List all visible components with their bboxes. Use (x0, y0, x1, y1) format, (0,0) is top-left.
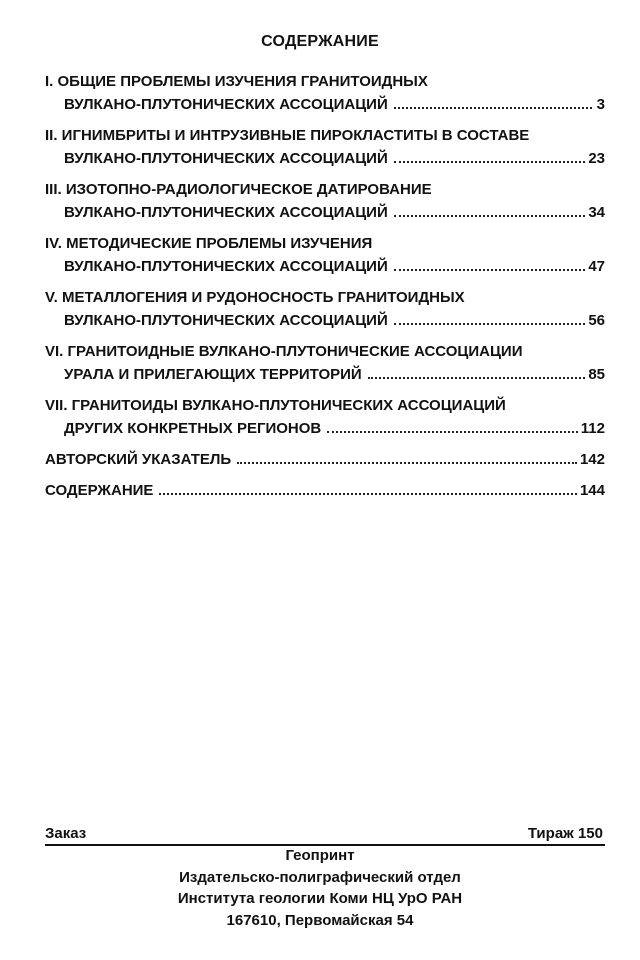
toc-page-number: 144 (579, 482, 605, 499)
publisher-name: Геопринт (285, 847, 355, 864)
toc-entry-subtitle: ДРУГИХ КОНКРЕТНЫХ РЕГИОНОВ (64, 420, 322, 437)
publisher-institute: Института геологии Коми НЦ УрО РАН (177, 890, 463, 907)
order-label: Заказ (45, 825, 87, 842)
toc-entry-1 (45, 70, 605, 116)
toc-entry-title: СОДЕРЖАНИЕ (45, 482, 154, 499)
toc-page-number: 56 (588, 312, 605, 329)
publisher-address: 167610, Первомайская 54 (226, 912, 414, 929)
toc-entry-title: III. ИЗОТОПНО-РАДИОЛОГИЧЕСКОЕ ДАТИРОВАНИЕ (45, 181, 432, 198)
toc-entry-5 (45, 286, 605, 332)
toc-page-number: 23 (588, 150, 605, 167)
toc-page-number: 142 (579, 451, 605, 468)
print-run-label: Тираж 150 (527, 825, 603, 842)
toc-entry-2 (45, 124, 605, 170)
dot-leader (368, 377, 586, 379)
toc-page-number: 3 (596, 96, 605, 113)
toc-entry-title: IV. МЕТОДИЧЕСКИЕ ПРОБЛЕМЫ ИЗУЧЕНИЯ (45, 235, 373, 252)
toc-entry-subtitle: ВУЛКАНО-ПЛУТОНИЧЕСКИХ АССОЦИАЦИЙ (64, 96, 388, 113)
toc-entry-title: АВТОРСКИЙ УКАЗАТЕЛЬ (45, 451, 232, 468)
publisher-department: Издательско-полиграфический отдел (179, 869, 461, 886)
toc-entry-subtitle: ВУЛКАНО-ПЛУТОНИЧЕСКИХ АССОЦИАЦИЙ (64, 258, 388, 275)
toc-entry-title: VII. ГРАНИТОИДЫ ВУЛКАНО-ПЛУТОНИЧЕСКИХ АССОЦИАЦИЙ (45, 397, 506, 414)
dot-leader (327, 431, 578, 433)
toc-entry-contents (45, 479, 605, 502)
toc-entry-6 (45, 340, 605, 386)
toc-entry-4 (45, 232, 605, 278)
table-of-contents (45, 70, 605, 510)
dot-leader (394, 269, 586, 271)
dot-leader (237, 462, 577, 464)
toc-entry-subtitle: ВУЛКАНО-ПЛУТОНИЧЕСКИХ АССОЦИАЦИЙ (64, 204, 388, 221)
toc-entry-subtitle: УРАЛА И ПРИЛЕГАЮЩИХ ТЕРРИТОРИЙ (64, 366, 362, 383)
toc-entry-title: VI. ГРАНИТОИДНЫЕ ВУЛКАНО-ПЛУТОНИЧЕСКИЕ АССОЦИАЦИИ (45, 343, 523, 360)
toc-page-number: 34 (588, 204, 605, 221)
dot-leader (394, 161, 586, 163)
toc-entry-subtitle: ВУЛКАНО-ПЛУТОНИЧЕСКИХ АССОЦИАЦИЙ (64, 312, 388, 329)
dot-leader (159, 493, 577, 495)
toc-entry-3 (45, 178, 605, 224)
dot-leader (394, 323, 586, 325)
toc-entry-author-index (45, 448, 605, 471)
toc-entry-title: V. МЕТАЛЛОГЕНИЯ И РУДОНОСНОСТЬ ГРАНИТОИДНЫХ (45, 289, 465, 306)
toc-entry-subtitle: ВУЛКАНО-ПЛУТОНИЧЕСКИХ АССОЦИАЦИЙ (64, 150, 388, 167)
dot-leader (394, 107, 592, 109)
toc-entry-title: II. ИГНИМБРИТЫ И ИНТРУЗИВНЫЕ ПИРОКЛАСТИТЫ В СОСТАВЕ (45, 127, 530, 144)
contents-title: СОДЕРЖАНИЕ (261, 33, 379, 50)
toc-entry-title: I. ОБЩИЕ ПРОБЛЕМЫ ИЗУЧЕНИЯ ГРАНИТОИДНЫХ (45, 73, 428, 90)
toc-entry-7 (45, 394, 605, 440)
dot-leader (394, 215, 586, 217)
toc-page-number: 85 (588, 366, 605, 383)
toc-page-number: 112 (580, 420, 605, 437)
toc-page-number: 47 (588, 258, 605, 275)
